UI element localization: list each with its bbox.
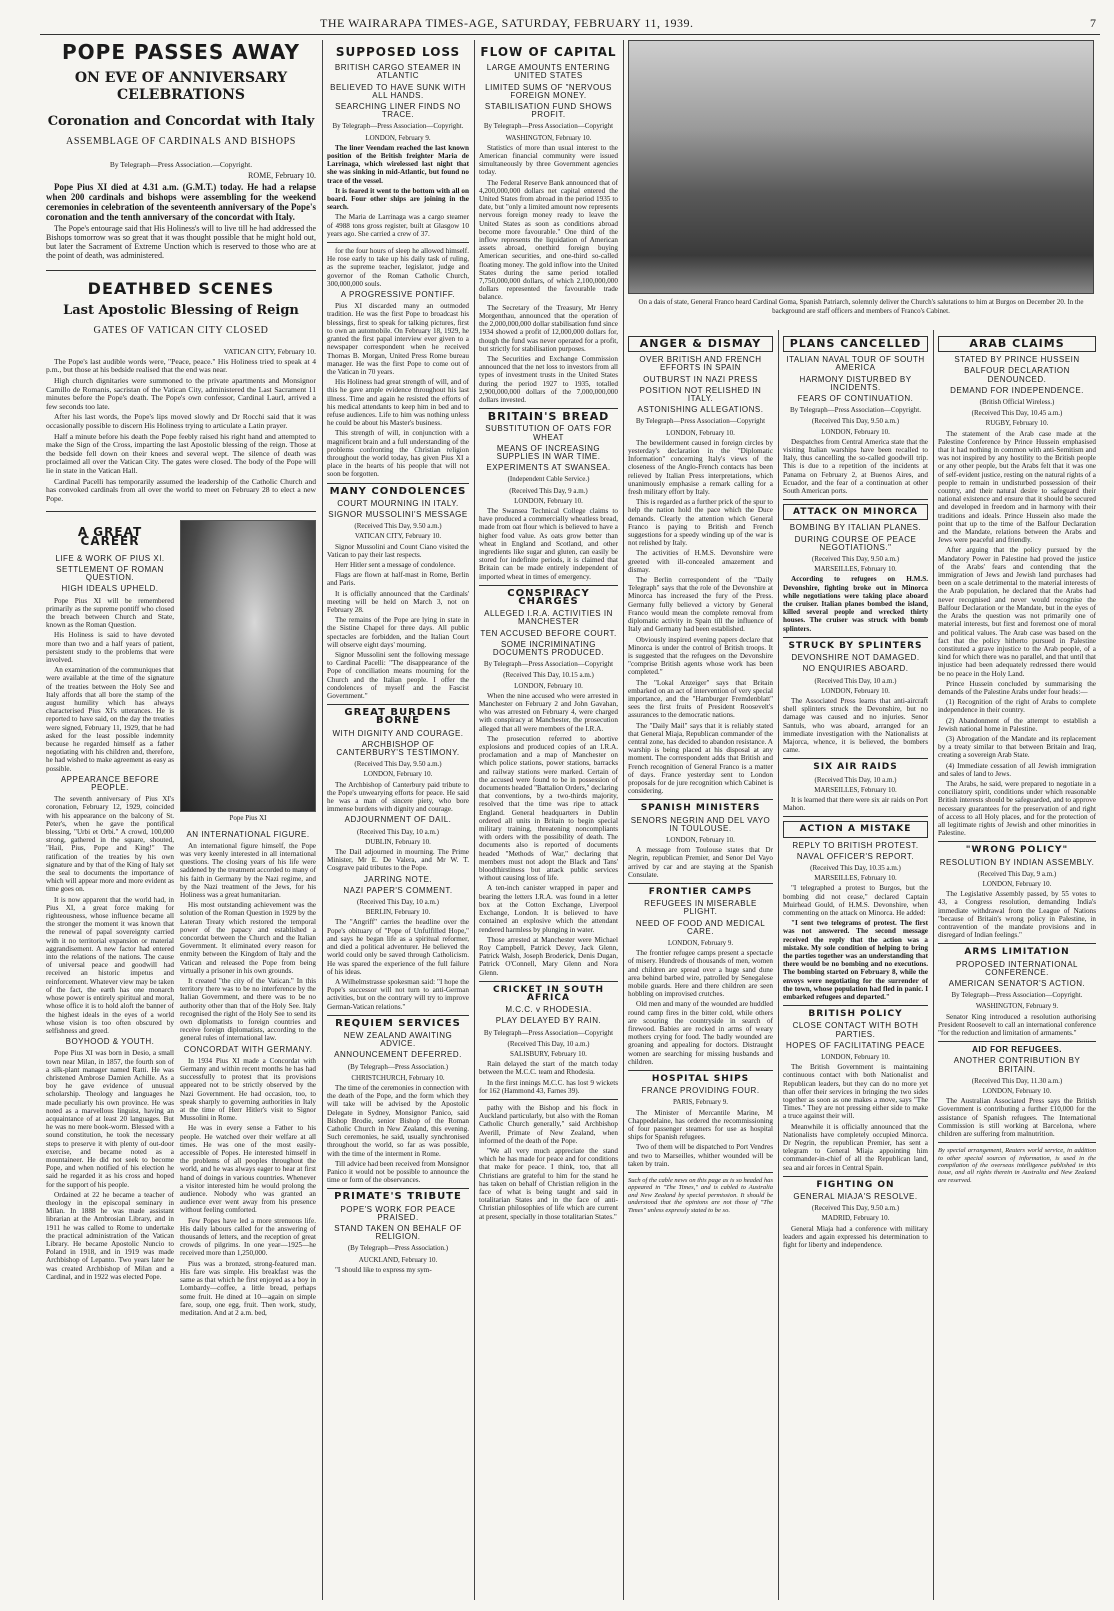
section-subhead: JARRING NOTE. bbox=[363, 874, 433, 884]
article-paragraph: The Berlin correspondent of the "Daily Telegraph" says that the role of the Devonshire at Minorca has increased the fury of the Press. Germany fully believed a victory by General Franco would mean the complete removal from diplomatic activity in Spain till the influence of Italy and Germany had been established. bbox=[628, 576, 773, 634]
article-subhead: DEVONSHIRE NOT DAMAGED. bbox=[791, 653, 920, 663]
article-paragraph: (4) Immediate cessation of all Jewish immigration and sales of land to Jews. bbox=[938, 761, 1096, 778]
requiem-headline: REQUIEM SERVICES bbox=[335, 1017, 461, 1029]
article-subhead: ASTONISHING ALLEGATIONS. bbox=[637, 405, 764, 415]
dateline: VATICAN CITY, February 10. bbox=[354, 532, 442, 541]
minorca-headline: ATTACK ON MINORCA bbox=[792, 507, 919, 518]
article-paragraph: Flags are flown at half-mast in Rome, Berlin and Paris. bbox=[327, 571, 469, 588]
article-subhead: SUBSTITUTION OF OATS FOR WHEAT bbox=[485, 424, 612, 442]
article-paragraph: The "Angriff" carries the headline over the Pope's obituary of "Pope of Unfulfilled Hope," and says he began life as a spiritual reformer, and died a political adventurer. He believed the world could only be saved through Catholicism. He was spared the experience of the full failure of his ideas. bbox=[327, 918, 469, 976]
career-column bbox=[46, 520, 174, 1520]
hospital-headline: HOSPITAL SHIPS bbox=[651, 1074, 750, 1085]
article-paragraph: The Swansea Technical College claims to have produced a commercially wheatless bread, made from oat flour which is believed to have a higher food value. As oats grow better than wheat in England and Scotland, and other ingredients like sugar and gluten, can easily be stored for indefinite periods, it is claimed that Britain can be made entirely independent of imported wheat in times of emergency. bbox=[479, 506, 618, 581]
article-subhead: HARMONY DISTURBED BY INCIDENTS. bbox=[799, 374, 912, 392]
article-paragraph: The remains of the Pope are lying in state in the Sistine Chapel for three days. All public spectacles are forbidden, and the Italian Court will observe eight days' mourning. bbox=[327, 616, 469, 649]
article-subhead: BALFOUR DECLARATION DENOUNCED. bbox=[964, 366, 1070, 384]
article-paragraph: He was in every sense a Father to his people. He watched over their welfare at all times. He was one of the most easily-accessible of Popes. He interested himself in the problems of all peoples throughout the world, and he was always eager to hear at first hand of doings in various countries. Whenever a visitor interested him he would prolong the audience. Nobody who was granted an audience ever went away from his presence without feeling comforted. bbox=[180, 1124, 316, 1215]
received-note: (Received This Day, 11.30 a.m.) bbox=[971, 1076, 1063, 1085]
article-paragraph: After his last words, the Pope's lips moved slowly and Dr Rocchi said that it was occasionally possible to discern His Holiness trying to articulate a Latin prayer. bbox=[46, 412, 316, 430]
article-subhead: RESOLUTION BY INDIAN ASSEMBLY. bbox=[939, 857, 1095, 867]
article-paragraph: In 1934 Pius XI made a Concordat with Germany and within recent months he has had successfully to protest that its provisions appeared not to be strictly observed by the Nazi Government. He had occasion, too, to speak sharply to governing authorities in Italy at the time of Herr Hitler's visit to Signor Mussolini in Rome. bbox=[180, 1056, 316, 1123]
dateline: CHRISTCHURCH, February 10. bbox=[351, 1073, 445, 1082]
article-paragraph: The Legislative Assembly passed, by 55 votes to 43, a Congress resolution, demanding India's immediate withdrawal from the League of Nations "because of Britain's wrong policy in Palestine, in contravention of the mandate provisions and in disregard of Indian feelings." bbox=[938, 890, 1096, 940]
article-paragraph: The Maria de Larrinaga was a cargo steamer of 4988 tons gross register, built at Glasgow 10 years ago. She carried a crew of 37. bbox=[327, 213, 469, 238]
article-paragraph: The Pope's last audible words were, "Peace, peace." His Holiness tried to speak at 4 p.m., but those at his bedside realised that the end was near. bbox=[46, 356, 316, 375]
article-subhead: REPLY TO BRITISH PROTEST. bbox=[792, 840, 919, 850]
dateline: LONDON, February 10. bbox=[666, 835, 735, 844]
article-paragraph: His Holiness is said to have devoted more than two and a half years of patient, persistent study to the problems that were involved. bbox=[46, 631, 174, 664]
photo-caption: On a dais of state, General Franco heard Cardinal Goma, Spanish Patriarch, solemnly deliver the Church's salutations to him at Burgos on December 20. In the background are staff officers and members of Franco's Cabinet. bbox=[638, 298, 1084, 315]
article-paragraph: (2) Abandonment of the attempt to establish a Jewish national home in Palestine. bbox=[938, 716, 1096, 733]
splinters-headline: STRUCK BY SPLINTERS bbox=[788, 640, 923, 651]
article-paragraph: Statistics of more than usual interest to the American financial community were issued simultaneously by three Government agencies today. bbox=[479, 143, 618, 177]
article-subhead: NAVAL OFFICER'S REPORT. bbox=[796, 851, 915, 861]
article-paragraph: High church dignitaries were summoned to the private apartments and Monsignor Camillo de Romanis, sacristan of the Vatican City, administered the Last Sacrament 11 minutes before the Pope's death. The Pope's own confessor, Cardinal Laurl, arrived a few seconds too late. bbox=[46, 376, 316, 411]
article-paragraph: It is now apparent that the world had, in Pius XI, a great force making for righteousness, whose influence became all the stronger the moment it was known that the renewal of papal sovereignty carried with it no territorial expansion or material aggrandisement. A new factor had entered into the relations of the nations. The cause of universal peace and goodwill had received an historic impetus and reinforcement. Whatever view may be taken of the fact, the earth has one monarch whose power is entirely spiritual and moral, whose office it is to hold aloft the banner of the highest ideals in the eyes of a world whose vision is too often obscured by selfishness and greed. bbox=[46, 895, 174, 1035]
article-paragraph: The Minister of Mercantile Marine, M Chappedelaine, has ordered the recommissioning of four passenger steamers for use as hospital ships for Spanish refugees. bbox=[628, 1108, 773, 1142]
article-paragraph: The statement of the Arab case made at the Palestine Conference by Prince Hussein emphasised that it had nothing in common with anti-Semitism and was not inspired by any hostility to the British people or any other people, but the Arabs felt that it was one of self-evident justice, resting on the natural rights of a people to remain in undisturbed possession of their country, and their natural desire to safeguard their national existence and ensure that it should be secured and developed in freedom and in harmony with their traditions and ideals. Prince Hussein also made the point that up to the time of the Balfour Declaration and the Mandate, relations between the Arabs and Jews were peaceful and friendly. bbox=[938, 429, 1096, 545]
section-subhead: NAZI PAPER'S COMMENT. bbox=[343, 885, 453, 895]
deathbed-subhead: Last Apostolic Blessing of Reign bbox=[63, 303, 299, 319]
received-note: (Received This Day, 10 a.m.) bbox=[814, 676, 897, 685]
article-subhead: REFUGEES IN MISERABLE PLIGHT. bbox=[644, 899, 757, 917]
article-paragraph: Pius was a bronzed, strong-featured man. His fare was simple. His breakfast was the same as that which he first enjoyed as a boy in Lombardy—coffee, a little bread, perhaps some fruit. He dined at 10—again on simple fare, soup, one egg, fruit. Then work, study, meditation. And at 2 a.m. bed, bbox=[180, 1259, 316, 1317]
article-paragraph: (3) Abrogation of the Mandate and its replacement by a treaty similar to that between Britain and Iraq, creating a sovereign Arab State. bbox=[938, 734, 1096, 760]
received-note: (Received This Day, 9.50 a.m.) bbox=[811, 417, 900, 426]
dateline: MARSEILLES, February 10. bbox=[814, 785, 897, 794]
article-paragraph: The activities of H.M.S. Devonshire were greeted with ill-concealed amazement and dismay. bbox=[628, 549, 773, 574]
received-note: (Received This Day, 9.50 a.m.) bbox=[811, 555, 900, 564]
article-subhead: ALLEGED I.R.A. ACTIVITIES IN MANCHESTER bbox=[484, 609, 613, 627]
article-subhead: WITH DIGNITY AND COURAGE. bbox=[332, 728, 464, 738]
received-note: (Received This Day, 10 a.m.) bbox=[356, 898, 440, 907]
reuters-copyright-note: By special arrangement, Reuters world service, in addition to other special sources of information, is used in the compilation of the overseas intelligence published in this issue, and all rights therein in Australia and New Zealand are reserved. bbox=[938, 1147, 1096, 1184]
article-paragraph: Obviously inspired evening papers declare that Minorca is under the control of British troops. It is suggested that the refugees on the Devonshire "comprise British agents whose work has been completed." bbox=[628, 635, 773, 677]
article-subhead: NEED OF FOOD AND MEDICAL CARE. bbox=[635, 918, 766, 936]
dateline: LONDON, February 10. bbox=[982, 879, 1052, 888]
article-subhead: HOPES OF FACILITATING PEACE bbox=[785, 1040, 925, 1050]
article-paragraph: General Miaja had a conference with military leaders and again expressed his determination to fight for liberty and independence. bbox=[783, 1224, 928, 1250]
byline: By Telegraph—Press Association—Copyright bbox=[635, 417, 766, 426]
pope-subhead: Coronation and Concordat with Italy bbox=[47, 114, 315, 130]
article-paragraph: Despatches from Central America state that the visiting Italian warships have been recalled to Italy, thus cancelling the so-called goodwill trip. This is due to a repetition of the incidents at Panama on February 2, at Buenos Aires, and Ecuador, and the fear of a continuation at other South American ports. bbox=[783, 437, 928, 496]
byline: By Telegraph—Press Association.—Copyright. bbox=[109, 159, 253, 169]
article-subhead: POSITION NOT RELISHED IN ITALY. bbox=[639, 385, 762, 404]
ministers-headline: SPANISH MINISTERS bbox=[640, 803, 761, 814]
article-paragraph: The British Government is maintaining continuous contact with both Nationalist and Republican leaders, but they can do no more yet than offer their services in bringing the two sides together as soon as one makes a move, says "The Times." They are not pressing either side to make a truce against their will. bbox=[783, 1063, 928, 1121]
dateline: LONDON, February 9. bbox=[365, 133, 431, 142]
article-paragraph: It is learned that there were six air raids on Port Mahon. bbox=[783, 795, 928, 813]
article-paragraph: The prosecution referred to abortive explosions and produced copies of an I.R.A. proclamation and a map of Manchester on which police stations, power stations, barracks and railway stations were marked. Certain of the accused were found to be in possession of documents headed "Battalion Orders," declaring that conventions, by a two-thirds majority, resolved that the time was ripe to attack England. General headquarters in Dublin ordered all units in Britain to begin special military training, threatening noncompliants with orders with the possibility of death. The documents also is reported of documents headed "Methods of War," declaring that members must not adopt the Black and Tans' bloodthirstiness but attack public services without causing loss of life. bbox=[479, 734, 618, 883]
byline: (British Official Wireless.) bbox=[979, 398, 1055, 407]
article-paragraph: "I should like to express my sym- bbox=[335, 1265, 432, 1274]
article-subhead: AMERICAN SENATOR'S ACTION. bbox=[948, 979, 1086, 989]
byline: (Independent Cable Service.) bbox=[507, 475, 590, 484]
refugees-headline: AID FOR REFUGEES. bbox=[972, 1045, 1062, 1055]
article-subhead: NEW ZEALAND AWAITING ADVICE. bbox=[343, 1030, 453, 1049]
column-2 bbox=[327, 40, 469, 1605]
column-rule bbox=[474, 40, 475, 1600]
lead-column bbox=[46, 40, 316, 1605]
section-subhead: BOYHOOD & YOUTH. bbox=[65, 1037, 155, 1047]
article-subhead: POPE'S WORK FOR PEACE PRAISED. bbox=[340, 1204, 456, 1222]
received-note: (Received This Day, 10 a.m.) bbox=[356, 827, 440, 836]
article-subhead: GENERAL MIAJA'S RESOLVE. bbox=[793, 1192, 918, 1202]
received-note: (Received This Day, 9 a.m.) bbox=[977, 869, 1057, 878]
article-subhead: M.C.C. v RHODESIA. bbox=[505, 1005, 592, 1015]
frontier-headline: FRONTIER CAMPS bbox=[648, 886, 753, 897]
dateline: LONDON, February 9. bbox=[667, 939, 734, 947]
article-paragraph: This strength of will, in conjunction with a magnificent brain and a full understanding of the problems confronting the Christian religion throughout the world today, has given Pius XI a place in the hearts of his people that will not soon be forgotten. bbox=[327, 429, 469, 479]
article-paragraph: The Dail adjourned in mourning. The Prime Minister, Mr E. De Valera, and Mr W. T. Cosgrave paid tributes to the Pope. bbox=[327, 848, 469, 873]
article-subhead: DURING COURSE OF PEACE NEGOTIATIONS." bbox=[794, 534, 917, 552]
dateline: LONDON, February 10. bbox=[666, 428, 735, 437]
dateline: ROME, February 10. bbox=[248, 170, 316, 180]
article-subhead: PROPOSED INTERNATIONAL CONFERENCE. bbox=[956, 959, 1078, 977]
dateline: VATICAN CITY, February 10. bbox=[223, 346, 316, 356]
article-paragraph: Two of them will be dispatched to Port Vendres and two to Marseilles, whither wounded will be taken by train. bbox=[628, 1143, 773, 1168]
dateline: SALISBURY, February 10. bbox=[510, 1049, 587, 1058]
article-paragraph: The Pope's entourage said that His Holiness's will to live till he had addressed the Bishops tomorrow was so great that it was thought possible that he might hold out, but later the Sacrament of Extreme Unction which is reserved to those who are at the point of death, was administered. bbox=[46, 224, 316, 261]
article-paragraph: After arguing that the policy pursued by the Mandatory Power in Palestine had proved the justice of the Arabs' fears and contending that the immigration of Jews and Jewish land purchases had been on a scale detrimental to the material interests of the Arab population, he declared that the Arabs had never recognised and never would recognise the Balfour Declaration or the Mandate, but in the eyes of the Arabs the question was not primarily one of material interests, but first and foremost one of moral and political values. The Arab case was based on the fact that the policy hitherto pursued in Palestine constituted a grave injustice to the Arab people, of a kind for which there was no parallel, and that until that injustice had been adequately redressed there would be no peace in the Holy Land. bbox=[938, 546, 1096, 678]
article-subhead: ARCHBISHOP OF CANTERBURY'S TESTIMONY. bbox=[336, 739, 460, 758]
article-subhead: EXPERIMENTS AT SWANSEA. bbox=[486, 463, 611, 473]
article-subhead: STABILISATION FUND SHOWS PROFIT. bbox=[484, 102, 613, 120]
article-paragraph: In the first innings M.C.C. has lost 9 wickets for 162 (Hammond 43, Farnes 39). bbox=[479, 1078, 618, 1095]
column-6 bbox=[938, 332, 1096, 1602]
article-paragraph: The frontier refugee camps present a spectacle of misery. Hundreds of thousands of men, women and children are spread over a huge sand dune area behind barbed wire, patrolled by Senegalese mobile guards. Here and there children are seen hobbling on improvised crutches. bbox=[628, 949, 773, 999]
received-note: (Received This Day, 10.35 a.m.) bbox=[810, 863, 901, 872]
pope-headline: POPE PASSES AWAY bbox=[62, 40, 300, 64]
pope-portrait-image bbox=[180, 520, 316, 812]
page-number: 7 bbox=[1090, 16, 1096, 30]
column-rule bbox=[322, 40, 323, 1600]
article-paragraph: Ordained at 22 he became a teacher of theology in the episcopal seminary in Milan. In 1888 he was made assistant librarian at the Ambrosian Library, and in 1911 he was called to Rome to undertake the practical administration of the Vatican Library. He became Apostolic Nuncio to Poland in 1918, and in 1919 was made Archbishop of Lepanto. Two years later he was created Archbishop of Milan and a Cardinal, and in 1922 was elected Pope. bbox=[46, 1190, 174, 1281]
article-paragraph: The "Daily Mail" says that it is reliably stated that General Miaja, Republican commander of the central zone, has decided to abandon resistance. A warship is being placed at his disposal at any moment. The correspondent adds that British and French recognition of General Franco is a matter of days. France yesterday sent to London proposals for de jure recognition which Cabinet is considering. bbox=[628, 721, 773, 796]
article-paragraph: (1) Recognition of the right of Arabs to complete independence in their country. bbox=[938, 698, 1096, 715]
received-note: (Received This Day, 10 a.m.) bbox=[814, 775, 897, 784]
article-paragraph: Those arrested at Manchester were Michael Roy Campbell, Patrick Devey, Jack Glenn, Patrick Walsh, Joseph Broderick, Denis Dugan, Patrick O'Connell, Mary Glenn and Nora Glenn. bbox=[479, 935, 618, 977]
article-paragraph: According to refugees on H.M.S. Devonshire, fighting broke out in Minorca while negotiations were taking place aboard the cruiser. Italian planes bombed the island, killed several people and wrecked thirty houses. The cruiser was struck with bomb splinters. bbox=[783, 575, 928, 633]
column-3 bbox=[479, 40, 618, 1605]
article-subhead: ITALIAN NAVAL TOUR OF SOUTH AMERICA bbox=[786, 355, 925, 373]
received-note: (Received This Day, 9.50 a.m.) bbox=[811, 1204, 900, 1213]
column-rule bbox=[778, 330, 779, 1600]
dateline: PARIS, February 9. bbox=[673, 1098, 728, 1107]
article-subhead: STAND TAKEN ON BEHALF OF RELIGION. bbox=[334, 1223, 462, 1242]
article-paragraph: It created "the city of the Vatican." In this territory there was to be no interference by the Italian Government, and there was to be no authority other than that of the Holy See. Italy recognised the right of the Holy See to send its own diplomatists to foreign countries and receive foreign diplomatists, according to the general rules of international law. bbox=[180, 976, 316, 1043]
byline: By Telegraph—Press Association—Copyright. bbox=[332, 122, 464, 131]
article-paragraph: Pope Pius XI was born in Desio, a small town near Milan, in 1857, the fourth son of a silk-plant manager named Ratti. He was christened Ambrose Damien Achille. As a boy he gave evidence of unusual scholarship. Theology and languages he made peculiarly his own province. He was noted as a marvellous linguist, having an acquaintance of at least 20 languages. But he was no mere book-worm. Blessed with a sound constitution, he took the necessary steps to preserve it with plenty of out-door exercise, and became noted as a mountaineer. He did not seek to become Pope, and when notified of his election he said he regarded it as his cross and hoped for the support of his people. bbox=[46, 1049, 174, 1189]
article-paragraph: The Federal Reserve Bank announced that of 4,200,000,000 dollars net capital entered the United States from abroad in the period 1935 to date, but "only a limited amount now represents nervous foreign money ready to leave the United States as soon as conditions abroad become more favourable." One third of the inflow represents the liquidation of American assets abroad, onethird foreign buying American securities, and one-third so-called floating money. The gold inflow into the United States during the same period totalled 7,750,000,000 dollars, of which 2,100,000,000 dollars represented the favourable trade balance. bbox=[479, 178, 618, 302]
article-subhead: OVER BRITISH AND FRENCH EFFORTS IN SPAIN bbox=[639, 355, 762, 373]
article-paragraph: Pius XI discarded many an outmoded tradition. He was the first Pope to broadcast his blessings, first to speak for talking pictures, first to own an automobile. On February 18, 1929, he granted the first papal interview ever given to a newspaper correspondent when he received Thomas B. Morgan, United Press Rome bureau manager. He was the first Pope to come out of the Vatican in 70 years. bbox=[327, 302, 469, 376]
article-paragraph: Till advice had been received from Monsignor Panico it would not be possible to announce the time or form of the observances. bbox=[327, 1159, 469, 1185]
column-rule bbox=[933, 330, 934, 1600]
times-footnote: Such of the cable news on this page as is so headed has appeared in "The Times," and is cabled to Australia and New Zealand by special permission. It should be understood that the opinions are not those of "The Times" unless expressly stated to be so. bbox=[628, 1177, 773, 1214]
dateline: BERLIN, February 10. bbox=[365, 908, 431, 917]
article-paragraph: The seventh anniversary of Pius XI's coronation, February 12, 1929, coincided with his appearance on the balcony of St. Peter's, when he gave the pontifical blessing, "Urbi et Orbi." A crowd, 100,000 strong, gathered in the square, shouted, "Hail, Pius, Pope and King!" The ratification of the treaties by his own signature and by that of the King of Italy set the seal to documents the importance of which will appear more and more evident as time goes on. bbox=[46, 795, 174, 894]
article-subhead: FRANCE PROVIDING FOUR. bbox=[641, 1086, 760, 1096]
article-subhead: ANNOUNCEMENT DEFERRED. bbox=[334, 1050, 462, 1060]
dateline: WASHINGTON, February 9. bbox=[975, 1002, 1059, 1011]
article-paragraph: Prince Hussein concluded by summarising the demands of the Palestine Arabs under four heads:— bbox=[938, 679, 1096, 696]
article-paragraph: It is feared it went to the bottom with all on board. Four other ships are joining in the search. bbox=[327, 186, 469, 212]
cricket-headline: CRICKET IN SOUTH AFRICA bbox=[492, 984, 604, 1003]
supposed-loss-headline: SUPPOSED LOSS bbox=[335, 45, 461, 59]
air-raids-headline: SIX AIR RAIDS bbox=[813, 762, 898, 773]
article-paragraph: The Australian Associated Press says the British Government is contributing a further £10,000 for the assistance of Spanish refugees. The International Commission is still working at Barcelona, where children are suffering from malnutrition. bbox=[938, 1097, 1096, 1139]
portrait-caption: Pope Pius XI bbox=[229, 814, 267, 823]
deathbed-headline: DEATHBED SCENES bbox=[87, 279, 275, 299]
article-subhead: BELIEVED TO HAVE SUNK WITH ALL HANDS. bbox=[330, 82, 466, 100]
masthead bbox=[40, 14, 1100, 35]
byline: By Telegraph—Press Association—Copyright bbox=[483, 660, 614, 669]
british-policy-headline: BRITISH POLICY bbox=[808, 1009, 903, 1020]
received-note: (Received This Day, 9.50 a.m.) bbox=[354, 760, 442, 769]
article-paragraph: When the nine accused who were arrested in Manchester on February 2 and John Gavahan, who was arrested on February 4, were charged with conspiracy at Manchester, the prosecution alleged that all were members of the I.R.A. bbox=[479, 691, 618, 733]
article-paragraph: An international figure himself, the Pope was very keenly interested in all international questions. The closing years of his life were saddened by the treatment accorded to many of his faith in Germany by the Nazi regime, and by the Nazi treatment of the Jews, for his Holiness was a great humanitarian. bbox=[180, 841, 316, 899]
section-subhead: APPEARANCE BEFORE PEOPLE. bbox=[60, 774, 160, 793]
article-paragraph: "I telegraphed a protest to Burgos, but the bombing did not cease," declared Captain Muirhead Gould, of H.M.S. Devonshire, when commenting on the attack on Minorca. He added: bbox=[783, 884, 928, 917]
article-paragraph: "We all very much appreciate the stand which he has made for peace and for conditions that make for peace. I think, too, that all Christians are grateful to him for the stand he has taken on behalf of Christian religion in the face of what is being taught and said in totalitarian States and in the face of anti-Christian philosophies of life which are current at present, specially in those totalitarian States." bbox=[479, 1146, 618, 1221]
byline: By Telegraph—Press Association—Copyright. bbox=[789, 406, 921, 415]
article-paragraph: An examination of the communiques that were available at the time of the signature of the treaties between the Holy See and Italy affords that all bore the stamp of the august humility which has always characterised Pius XI's utterances. He is reported to have said, on the day the treaties were signed, February 11, 1929, that he had asked for the least possible indemnity because he regarded himself as a father negotiating with his children and, therefore, he had wished to make agreement as easy as possible. bbox=[46, 666, 174, 773]
article-paragraph: Old men and many of the wounded are huddled round camp fires in the bitter cold, while others are scouring the countryside in search of firewood. Babies are rocked in arms of weary mothers crying for food. The badly wounded are groaning and appealing for doctors. Distraught women are searching for missing husbands and children. bbox=[628, 1000, 773, 1066]
article-paragraph: A ten-inch canister wrapped in paper and bearing the letters I.R.A. was found in a letter box at the Cotton Exchange, Liverpool Exchange, London. It is believed to have contained an explosive which the attendant rendered harmless by plunging in water. bbox=[479, 884, 618, 934]
article-subhead: PLAY DELAYED BY RAIN. bbox=[495, 1016, 602, 1026]
received-note: (Received This Day, 10.45 a.m.) bbox=[971, 409, 1063, 418]
deathbed-subhead: GATES OF VATICAN CITY CLOSED bbox=[93, 325, 269, 337]
article-paragraph: The liner Veendam reached the last known position of the British freighter Maria de Larrinaga, which wirelessed last night that she was sinking in mid-Atlantic, but found no trace of the vessel. bbox=[327, 143, 469, 185]
article-paragraph: The Arabs, he said, were prepared to negotiate in a conciliatory spirit, conditions under which reasonable British interests should be safeguarded, and to approve necessary guarantees for the preservation of and right of access to all Holy places, and for the protection of all legitimate rights of Jewish and other minorities in Palestine. bbox=[938, 779, 1096, 838]
section-subhead: AN INTERNATIONAL FIGURE. bbox=[186, 829, 310, 839]
dateline: LONDON, February 10. bbox=[821, 686, 890, 695]
conspiracy-headline: CONSPIRACY CHARGES bbox=[507, 587, 590, 607]
column-rule bbox=[623, 40, 624, 1600]
career-block bbox=[46, 520, 316, 1520]
article-subhead: BOMBING BY ITALIAN PLANES. bbox=[789, 523, 922, 533]
condolences-headline: MANY CONDOLENCES bbox=[329, 485, 467, 497]
article-paragraph: The bewilderment caused in foreign circles by yesterday's declaration in the "Diplomatic Information" concerning Italy's views of the closeness of the Anglo-French contacts has been relieved by Italian Press interpretations, which unanimously emphasise a remark calling for a fresh military effort by Italy. bbox=[628, 438, 773, 497]
article-paragraph: The Associated Press learns that anti-aircraft shell splinters struck the Devonshire, but no damage was caused and no injuries. Senor Santuls, who was aboard, arranged for an immediate investigation with the Nationalists at Majorca, whence, it is believed, the bombers came. bbox=[783, 696, 928, 755]
byline: (By Telegraph—Press Association.) bbox=[347, 1244, 449, 1253]
article-paragraph: This is regarded as a further prick of the spur to help the nation hold the pace which the Duce demands. Clearly the attention which General Franco is paying to British and French suggestions for a speedy winding up of the war is not relished by Italy. bbox=[628, 498, 773, 548]
dateline: WASHINGTON, February 10. bbox=[505, 133, 592, 142]
dateline: RUGBY, February 10. bbox=[985, 419, 1049, 428]
dateline: LONDON, February 10. bbox=[821, 427, 890, 436]
article-paragraph: Signor Mussolini sent the following message to Cardinal Pacelli: "The disappearance of the Pope of conciliation means mourning for the Church and the Italian people. I offer the condolences of myself and the Fascist Government." bbox=[327, 651, 469, 701]
section-subhead: A PROGRESSIVE PONTIFF. bbox=[340, 290, 456, 300]
article-paragraph: The "Lokal Anzeiger" says that Britain embarked on an act of intervention of very special importance, and the "Hamburger Fremdenblatt" sees the first fruits of President Roosevelt's assurances to the democratic nations. bbox=[628, 678, 773, 720]
bread-headline: BRITAIN'S BREAD bbox=[487, 410, 610, 424]
article-subhead: TEN ACCUSED BEFORE COURT. bbox=[480, 628, 617, 638]
section-subhead: ADJOURNMENT OF DAIL. bbox=[344, 815, 452, 825]
article-subhead: BRITISH CARGO STEAMER IN ATLANTIC bbox=[334, 63, 462, 81]
pope-subhead: ON EVE OF ANNIVERSARY CELEBRATIONS bbox=[74, 70, 288, 104]
article-paragraph: Half a minute before his death the Pope feebly raised his right hand and attempted to make the Sign of the Cross, imparting the last Apostolic blessing of the reign. Those at the bedside fell down on their knees and several wept. The silence of death was proclaimed all over the Vatican City. The gates were closed. The body of the Pope will lie in state in the Vatican Hall. bbox=[46, 431, 316, 475]
article-subhead: DEMAND FOR INDEPENDENCE. bbox=[950, 385, 1084, 395]
section-subhead: CONCORDAT WITH GERMANY. bbox=[183, 1044, 313, 1054]
article-paragraph: It is officially announced that the Cardinals' meeting will be held on March 3, not on February 28. bbox=[327, 589, 469, 614]
dateline: LONDON, February 10. bbox=[363, 770, 433, 779]
career-subhead: HIGH IDEALS UPHELD. bbox=[61, 584, 159, 594]
article-paragraph: Signor Mussolini and Count Ciano visited the Vatican to pay their last respects. bbox=[327, 542, 469, 559]
byline: (By Telegraph—Press Association.) bbox=[347, 1062, 449, 1071]
capital-headline: FLOW OF CAPITAL bbox=[480, 45, 617, 59]
article-subhead: SEARCHING LINER FINDS NO TRACE. bbox=[335, 102, 461, 120]
career-subhead: SETTLEMENT OF ROMAN QUESTION. bbox=[56, 564, 164, 583]
article-paragraph: Senator King introduced a resolution authorising President Roosevelt to call an international conference "for the reduction and limitation of armaments." bbox=[938, 1012, 1096, 1038]
received-note: (Received This Day, 9.50 a.m.) bbox=[354, 522, 442, 531]
byline: By Telegraph—Press Association—Copyright bbox=[483, 122, 614, 131]
column-4 bbox=[628, 332, 773, 1602]
fighting-headline: FIGHTING ON bbox=[816, 1179, 895, 1190]
plans-headline: PLANS CANCELLED bbox=[789, 337, 922, 350]
anger-headline: ANGER & DISMAY bbox=[639, 337, 762, 350]
received-note: (Received This Day, 9 a.m.) bbox=[509, 486, 588, 495]
article-paragraph: Herr Hitler sent a message of condolence. bbox=[335, 560, 456, 569]
career-subhead: LIFE & WORK OF PIUS XI. bbox=[55, 553, 165, 563]
article-paragraph: The Secretary of the Treasury, Mr Henry Morgenthau, announced that the operation of the 2,000,000,000 dollar stabilisation fund since 1934 showed a profit of 12,000,000 dollars for, though the fund was never operated for a profit, but strictly for stabilisation purposes. bbox=[479, 303, 618, 353]
article-paragraph: Pope Pius XI will be remembered primarily as the supreme pontiff who closed the breach between Church and State, known as the Roman Question. bbox=[46, 596, 174, 630]
pope-subhead: ASSEMBLAGE OF CARDINALS AND BISHOPS bbox=[66, 136, 296, 148]
dateline: MADRID, February 10. bbox=[821, 1214, 890, 1223]
article-paragraph: Cardinal Pacelli has temporarily assumed the leadership of the Catholic Church and has convoked cardinals from all over the world to meet on February 28 to elect a new Pope. bbox=[46, 476, 316, 503]
dateline: LONDON, February 10. bbox=[982, 1087, 1052, 1096]
article-subhead: SIGNOR MUSSOLINI'S MESSAGE bbox=[328, 509, 468, 519]
article-subhead: LARGE AMOUNTS ENTERING UNITED STATES bbox=[486, 63, 611, 81]
career-headline: A GREAT CAREER bbox=[77, 525, 143, 548]
article-paragraph: "I sent two telegrams of protest. The first was not answered. The second message received the reply that the action was a mistake. My sole condition of helping to bring the parties together was an understanding that there would be no bombing and no executions. The bombing started on February 8, while the envoys were negotiating for the surrender of the town, whose population had fled in panic. I embarked refugees and departed." bbox=[783, 919, 928, 1001]
byline: By Telegraph—Press Association—Copyright bbox=[483, 1028, 614, 1037]
dateline: MARSEILLES, February 10. bbox=[814, 565, 897, 574]
arab-headline: ARAB CLAIMS bbox=[969, 337, 1065, 350]
article-paragraph: The Archbishop of Canterbury paid tribute to the Pope's unwearying efforts for peace. He said he was a man of sincere piety, who bore immense burdens with dignity and courage. bbox=[327, 780, 469, 814]
burdens-headline: GREAT BURDENS BORNE bbox=[344, 707, 452, 727]
article-paragraph: Pope Pius XI died at 4.31 a.m. (G.M.T.) today. He had a relapse when 200 cardinals and bishops were assembling for the weekend ceremonies in celebration of the seventeenth anniversary of the Pope's coronation and the tenth anniversary of the concordat with Italy. bbox=[46, 182, 316, 223]
article-paragraph: A Wilhelmstrasse spokesman said: "I hope the Pope's successor will not turn to anti-German activities, but on the contrary will try to improve German-Vatican relations." bbox=[327, 977, 469, 1011]
article-paragraph: for the four hours of sleep he allowed himself. He rose early to take up his daily task of ruling, as the supreme teacher, legislator, judge and governor of the Roman Catholic Church, 300,000,000 souls. bbox=[327, 247, 469, 288]
dateline: LONDON, February 10. bbox=[821, 1053, 890, 1062]
photo-block bbox=[628, 40, 1094, 328]
franco-ceremony-photo bbox=[628, 40, 1094, 294]
article-subhead: NO ENQUIRIES ABOARD. bbox=[802, 664, 909, 674]
article-paragraph: The time of the ceremonies in connection with the death of the Pope, and the form which they will take will be advised by the Apostolic Delegate in Sydney, Monsignor Panico, said Bishop Brodie, senior Bishop of the Roman Catholic Church in New Zealand, this evening. Such ceremonies, he said, usually synchronised throughout the world, so far as was possible, with the time of the interment in Rome. bbox=[327, 1083, 469, 1158]
column-5 bbox=[783, 332, 928, 1602]
byline: By Telegraph—Press Association—Copyright. bbox=[951, 991, 1083, 1000]
article-paragraph: A message from Toulouse states that Dr Negrin, republican Premier, and Senor Del Vayo arrived by car and are staying at the Spanish Consulate. bbox=[628, 846, 773, 879]
article-subhead: STATED BY PRINCE HUSSEIN bbox=[954, 355, 1080, 365]
dateline: LONDON, February 10. bbox=[514, 496, 583, 505]
portrait-column bbox=[180, 520, 316, 1520]
dateline: DUBLIN, February 10. bbox=[365, 837, 431, 846]
received-note: (Received This Day, 10.15 a.m.) bbox=[503, 671, 594, 680]
article-paragraph: His Holiness had great strength of will, and of this he gave ample evidence throughout his last illness. Time and again he resisted the efforts of his medical attendants to keep him in bed and to refuse audiences. Life to him was nothing unless he could be about his Master's business. bbox=[327, 378, 469, 428]
article-paragraph: Few Popes have led a more strenuous life. His daily labours called for the answering of thousands of letters, and the reception of great crowds of pilgrims. In one year—1925—he received more than 1,250,000. bbox=[180, 1216, 316, 1258]
received-note: (Received This Day, 10 a.m.) bbox=[507, 1039, 590, 1048]
article-subhead: FEARS OF CONTINUATION. bbox=[797, 394, 914, 404]
article-subhead: COURT MOURNING IN ITALY. bbox=[337, 498, 459, 508]
mistake-headline: ACTION A MISTAKE bbox=[799, 824, 912, 835]
article-paragraph: The Securities and Exchange Commission announced that the net loss to investors from all types of investment trusts in the United States during the period 1927 to 1935, totalled 2,900,000,000 dollars of the 7,000,000,000 dollars invested. bbox=[479, 354, 618, 404]
wrong-policy-headline: "WRONG POLICY" bbox=[965, 845, 1069, 856]
article-subhead: SENORS NEGRIN AND DEL VAYO IN TOULOUSE. bbox=[630, 815, 771, 833]
article-subhead: ANOTHER CONTRIBUTION BY BRITAIN. bbox=[953, 1056, 1081, 1074]
article-subhead: LIMITED SUMS OF "NERVOUS FOREIGN MONEY. bbox=[485, 82, 612, 100]
article-paragraph: pathy with the Bishop and his flock in Auckland particularly, but also with the Roman Catholic Church generally," said Archbishop Averill, Primate of New Zealand, when informed of the death of the Pope. bbox=[479, 1103, 618, 1145]
masthead-title: THE WAIRARAPA TIMES-AGE, SATURDAY, FEBRUARY 11, 1939. bbox=[320, 16, 694, 30]
article-paragraph: Meanwhile it is officially announced that the Nationalists have completely occupied Minorca. Dr Negrin, the republican Premier, has sent a telegram to General Miaja appointing him commander-in-chief of all the Republican land, sea and air forces in Central Spain. bbox=[783, 1122, 928, 1172]
dateline: AUCKLAND, February 10. bbox=[358, 1255, 438, 1264]
dateline: LONDON, February 10. bbox=[514, 681, 583, 690]
article-subhead: MEANS OF INCREASING SUPPLIES IN WAR TIME. bbox=[496, 443, 601, 461]
article-subhead: OUTBURST IN NAZI PRESS bbox=[643, 374, 758, 384]
article-paragraph: His most outstanding achievement was the solution of the Roman Question in 1929 by the Lateran Treaty which restored the temporal power of the papacy and established a concordat between the Church and the Italian Government. It eliminated every reason for enmity between the Kingdom of Italy and the Vatican and released the Pope from being virtually a prisoner in his own grounds. bbox=[180, 901, 316, 975]
article-subhead: SOME INCRIMINATING DOCUMENTS PRODUCED. bbox=[492, 639, 605, 657]
dateline: MARSEILLES, February 10. bbox=[814, 874, 897, 883]
article-paragraph: Rain delayed the start of the match today between the M.C.C. team and Rhodesia. bbox=[479, 1060, 618, 1077]
primate-headline: PRIMATE'S TRIBUTE bbox=[334, 1191, 462, 1203]
arms-headline: ARMS LIMITATION bbox=[964, 947, 1070, 958]
article-subhead: CLOSE CONTACT WITH BOTH PARTIES. bbox=[792, 1021, 919, 1039]
